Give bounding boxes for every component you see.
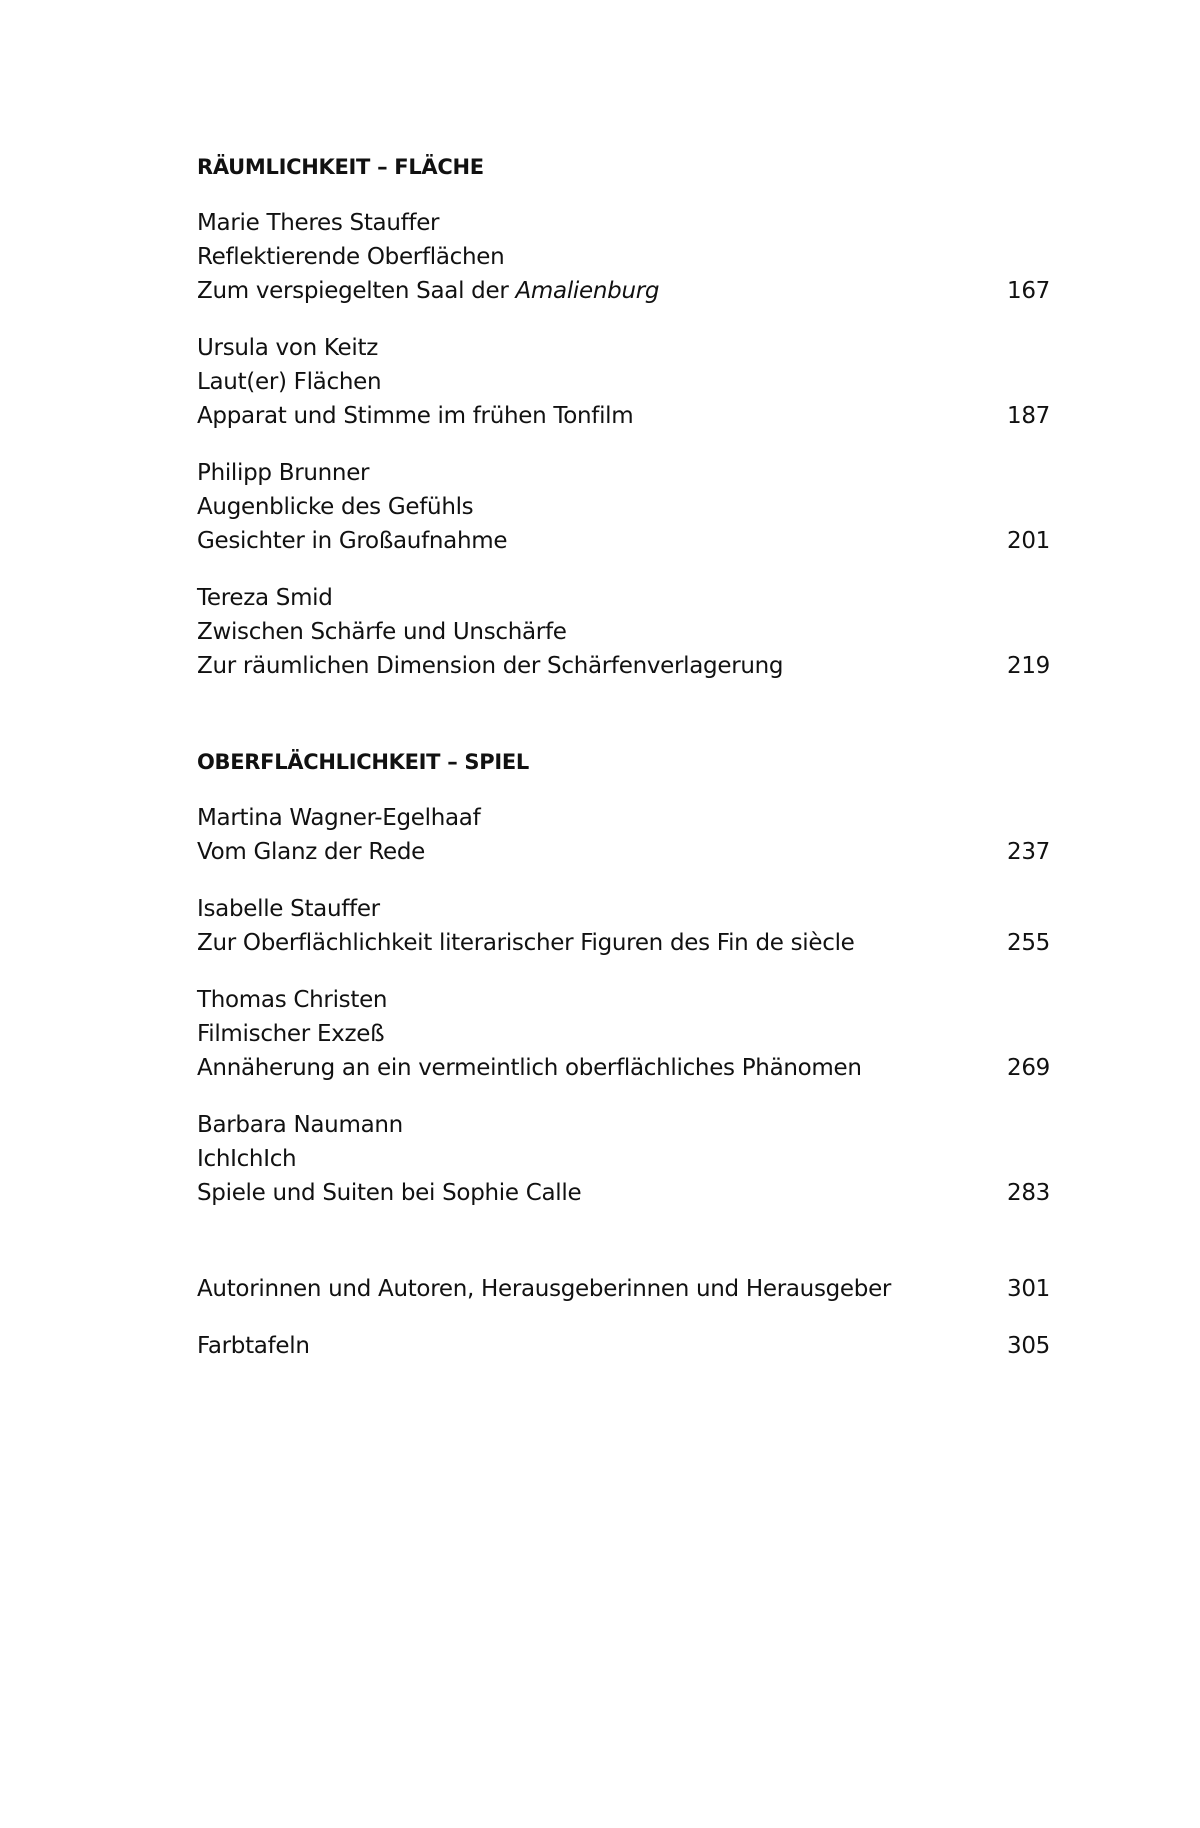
entry-link[interactable] bbox=[197, 1272, 1050, 1306]
entry-link[interactable] bbox=[197, 524, 1050, 558]
entry-title: Reflektierende Oberflächen bbox=[197, 244, 505, 270]
entry-title: Laut(er) Flächen bbox=[197, 369, 382, 395]
toc-entry bbox=[197, 331, 1050, 433]
entry-subtitle: Gesichter in Großaufnahme bbox=[197, 528, 508, 554]
entry-title: Vom Glanz der Rede bbox=[197, 839, 425, 865]
entry-subtitle bbox=[197, 274, 659, 308]
entry-author: Tereza Smid bbox=[197, 585, 333, 611]
entry-title: Zur Oberflächlichkeit literarischer Figuren des Fin de siècle bbox=[197, 930, 855, 956]
entry-page-number: 255 bbox=[1007, 930, 1050, 956]
entry-link[interactable] bbox=[197, 1329, 1050, 1363]
toc-entry bbox=[197, 456, 1050, 558]
entry-author: Marie Theres Stauffer bbox=[197, 210, 440, 236]
toc-entry bbox=[197, 581, 1050, 683]
entry-link[interactable] bbox=[197, 1176, 1050, 1210]
entry-author: Thomas Christen bbox=[197, 987, 388, 1013]
entry-link[interactable] bbox=[197, 649, 1050, 683]
entry-link[interactable] bbox=[197, 274, 1050, 308]
entry-link[interactable] bbox=[197, 1051, 1050, 1085]
entry-subtitle-italic: Amalienburg bbox=[515, 278, 660, 304]
entry-author: Philipp Brunner bbox=[197, 460, 370, 486]
toc-entry bbox=[197, 1108, 1050, 1210]
entry-author: Ursula von Keitz bbox=[197, 335, 378, 361]
toc-entry bbox=[197, 1272, 1050, 1306]
entry-page-number: 283 bbox=[1007, 1180, 1050, 1206]
entry-page-number: 201 bbox=[1007, 528, 1050, 554]
entry-subtitle: Spiele und Suiten bei Sophie Calle bbox=[197, 1180, 582, 1206]
section-oberflaechlichkeit bbox=[197, 745, 1050, 1210]
entry-subtitle-prefix: Zum verspiegelten Saal der bbox=[197, 278, 516, 304]
entry-link[interactable] bbox=[197, 835, 1050, 869]
section-heading: RÄUMLICHKEIT – FLÄCHE bbox=[197, 155, 484, 179]
entry-page-number: 301 bbox=[1007, 1276, 1050, 1302]
appendix bbox=[197, 1272, 1050, 1363]
toc-entry bbox=[197, 892, 1050, 960]
toc-entry bbox=[197, 206, 1050, 308]
entry-subtitle: Zur räumlichen Dimension der Schärfenverlagerung bbox=[197, 653, 784, 679]
toc-entry bbox=[197, 1329, 1050, 1363]
entry-page-number: 219 bbox=[1007, 653, 1050, 679]
entry-page-number: 187 bbox=[1007, 403, 1050, 429]
entry-title: Filmischer Exzeß bbox=[197, 1021, 385, 1047]
entry-page-number: 269 bbox=[1007, 1055, 1050, 1081]
entry-link[interactable] bbox=[197, 926, 1050, 960]
entry-title: IchIchIch bbox=[197, 1146, 297, 1172]
section-heading: OBERFLÄCHLICHKEIT – SPIEL bbox=[197, 750, 529, 774]
entry-subtitle: Annäherung an ein vermeintlich oberflächliches Phänomen bbox=[197, 1055, 862, 1081]
entry-title: Farbtafeln bbox=[197, 1333, 310, 1359]
toc-entry bbox=[197, 983, 1050, 1085]
section-raeumlichkeit bbox=[197, 150, 1050, 683]
entry-page-number: 305 bbox=[1007, 1333, 1050, 1359]
entry-page-number: 167 bbox=[1007, 278, 1050, 304]
entry-author: Isabelle Stauffer bbox=[197, 896, 380, 922]
entry-page-number: 237 bbox=[1007, 839, 1050, 865]
entry-link[interactable] bbox=[197, 399, 1050, 433]
entry-title: Zwischen Schärfe und Unschärfe bbox=[197, 619, 567, 645]
entry-title: Autorinnen und Autoren, Herausgeberinnen und Herausgeber bbox=[197, 1276, 892, 1302]
table-of-contents bbox=[197, 150, 1050, 1386]
entry-subtitle: Apparat und Stimme im frühen Tonfilm bbox=[197, 403, 634, 429]
entry-title: Augenblicke des Gefühls bbox=[197, 494, 474, 520]
entry-author: Martina Wagner-Egelhaaf bbox=[197, 805, 481, 831]
toc-entry bbox=[197, 801, 1050, 869]
entry-author: Barbara Naumann bbox=[197, 1112, 403, 1138]
